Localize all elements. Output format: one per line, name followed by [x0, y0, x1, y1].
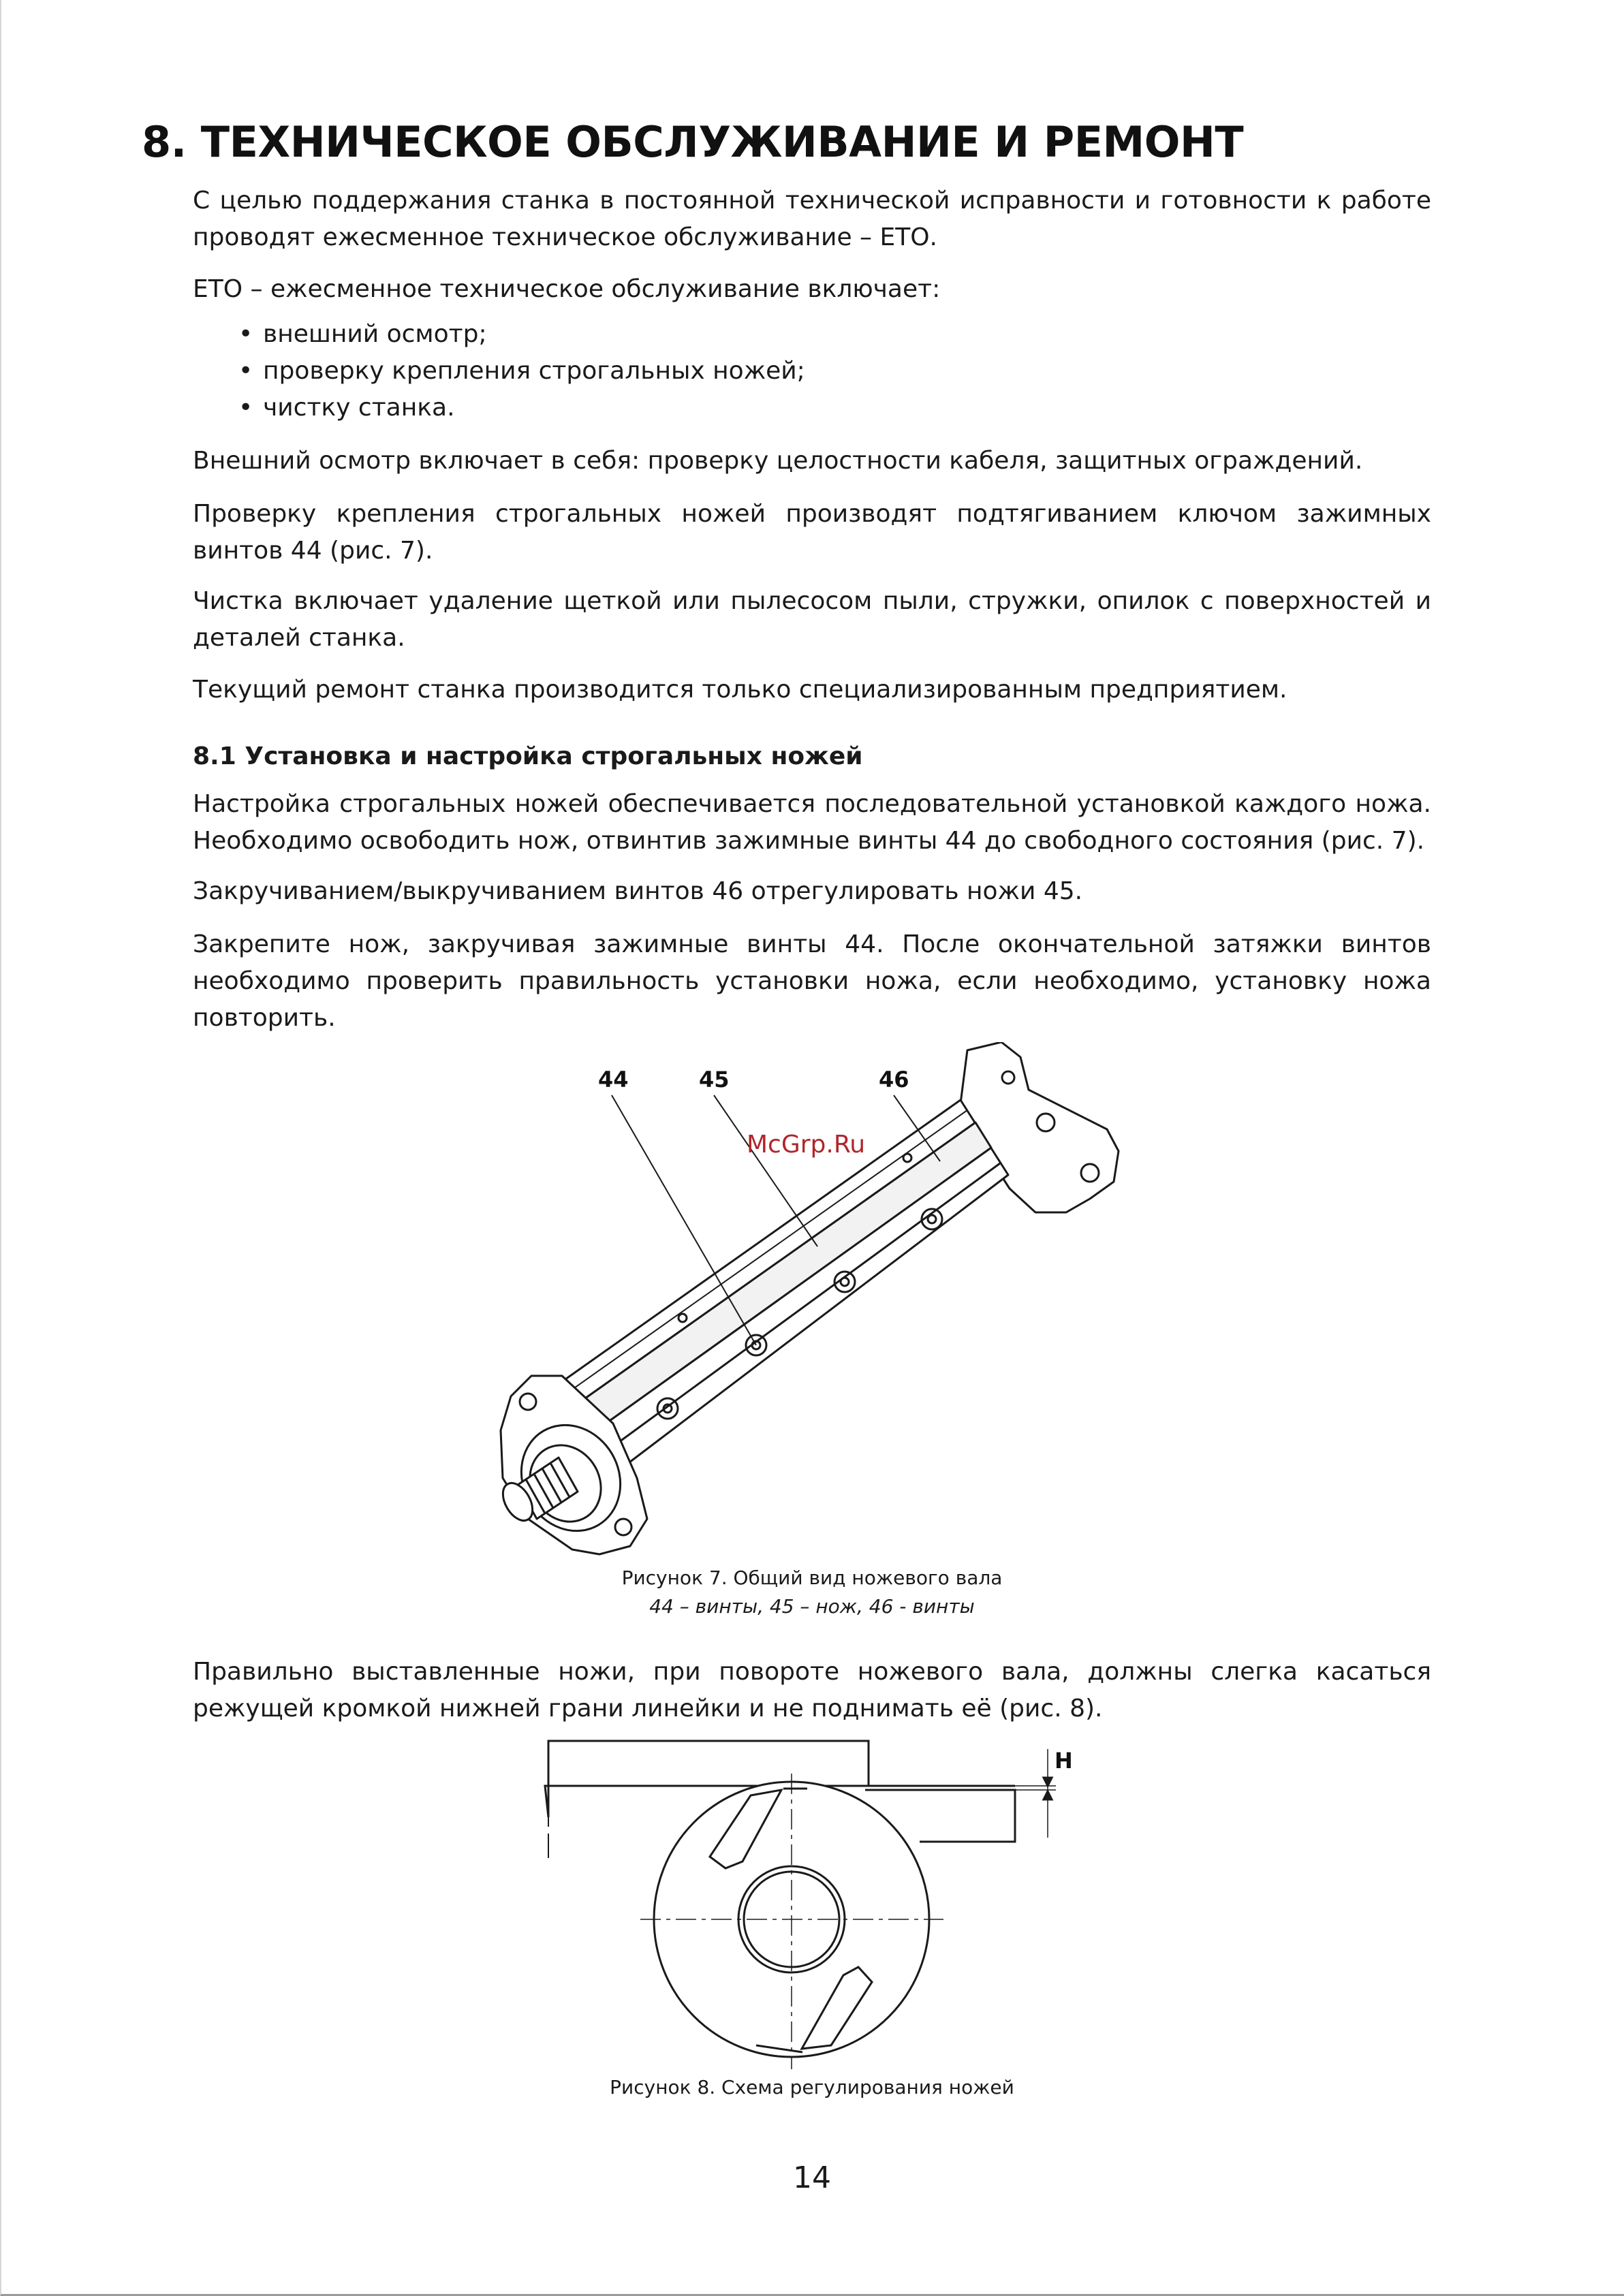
eto-bullet-list [238, 316, 805, 426]
label-45: 45 [699, 1067, 730, 1092]
figure-8-adjustment-scheme [538, 1735, 1097, 2076]
inspection-paragraph: Внешний осмотр включает в себя: проверку целостности кабеля, защитных ограждений. [193, 447, 1363, 475]
repair-paragraph: Текущий ремонт станка производится только специализированным предприятием. [193, 676, 1287, 704]
figure-7-knife-shaft-drawing [490, 1042, 1131, 1560]
figure-8-caption: Рисунок 8. Схема регулирования ножей [610, 2076, 1014, 2098]
leader-line-45 [714, 1095, 817, 1246]
label-h: H [1055, 1748, 1073, 1774]
label-46: 46 [879, 1067, 909, 1092]
section-8-1-paragraph-2: Закручиванием/выкручиванием винтов 46 отрегулировать ножи 45. [193, 877, 1083, 905]
after-figure-7-paragraph: Правильно выставленные ножи, при повороте ножевого вала, должны слегка касаться режущей кромкой нижней грани линейки и не поднимать её (рис. 8). [193, 1658, 1431, 1723]
section-8-1-paragraph-1: Настройка строгальных ножей обеспечивается последовательной установкой каждого ножа. Необходимо освободить нож, отвинтив зажимные винты 44 до свободного состояния (рис. 7). [193, 790, 1431, 855]
ruler [548, 1741, 869, 1786]
figure-7-caption: Рисунок 7. Общий вид ножевого вала [621, 1567, 1003, 1589]
page-number: 14 [793, 2160, 831, 2195]
cleaning-paragraph: Чистка включает удаление щеткой или пылесосом пыли, стружки, опилок с поверхностей и деталей станка. [193, 587, 1431, 652]
intro-paragraph: С целью поддержания станка в постоянной технической исправности и готовности к работе проводят ежесменное техническое обслуживание – ЕТО. [193, 187, 1431, 251]
label-44: 44 [598, 1067, 629, 1092]
page-heading: 8. ТЕХНИЧЕСКОЕ ОБСЛУЖИВАНИЕ И РЕМОНТ [142, 117, 1244, 167]
knife-check-paragraph: Проверку крепления строгальных ножей производят подтягиванием ключом зажимных винтов 44 (рис. 7). [193, 500, 1431, 565]
knife-45 [580, 1122, 991, 1429]
figure-7-caption-legend: 44 – винты, 45 – нож, 46 - винты [649, 1595, 975, 1618]
list-item: • внешний осмотр; [238, 316, 805, 353]
eto-intro-paragraph: ЕТО – ежесменное техническое обслуживание включает: [193, 275, 941, 303]
list-item: • чистку станка. [238, 390, 805, 426]
list-item: • проверку крепления строгальных ножей; [238, 353, 805, 390]
section-8-1-title: 8.1 Установка и настройка строгальных ножей [193, 742, 863, 770]
watermark: McGrp.Ru [747, 1131, 866, 1159]
section-8-1-paragraph-3: Закрепите нож, закручивая зажимные винты 44. После окончательной затяжки винтов необходимо проверить правильность установки ножа, если необходимо, установку ножа повторить. [193, 930, 1431, 1032]
